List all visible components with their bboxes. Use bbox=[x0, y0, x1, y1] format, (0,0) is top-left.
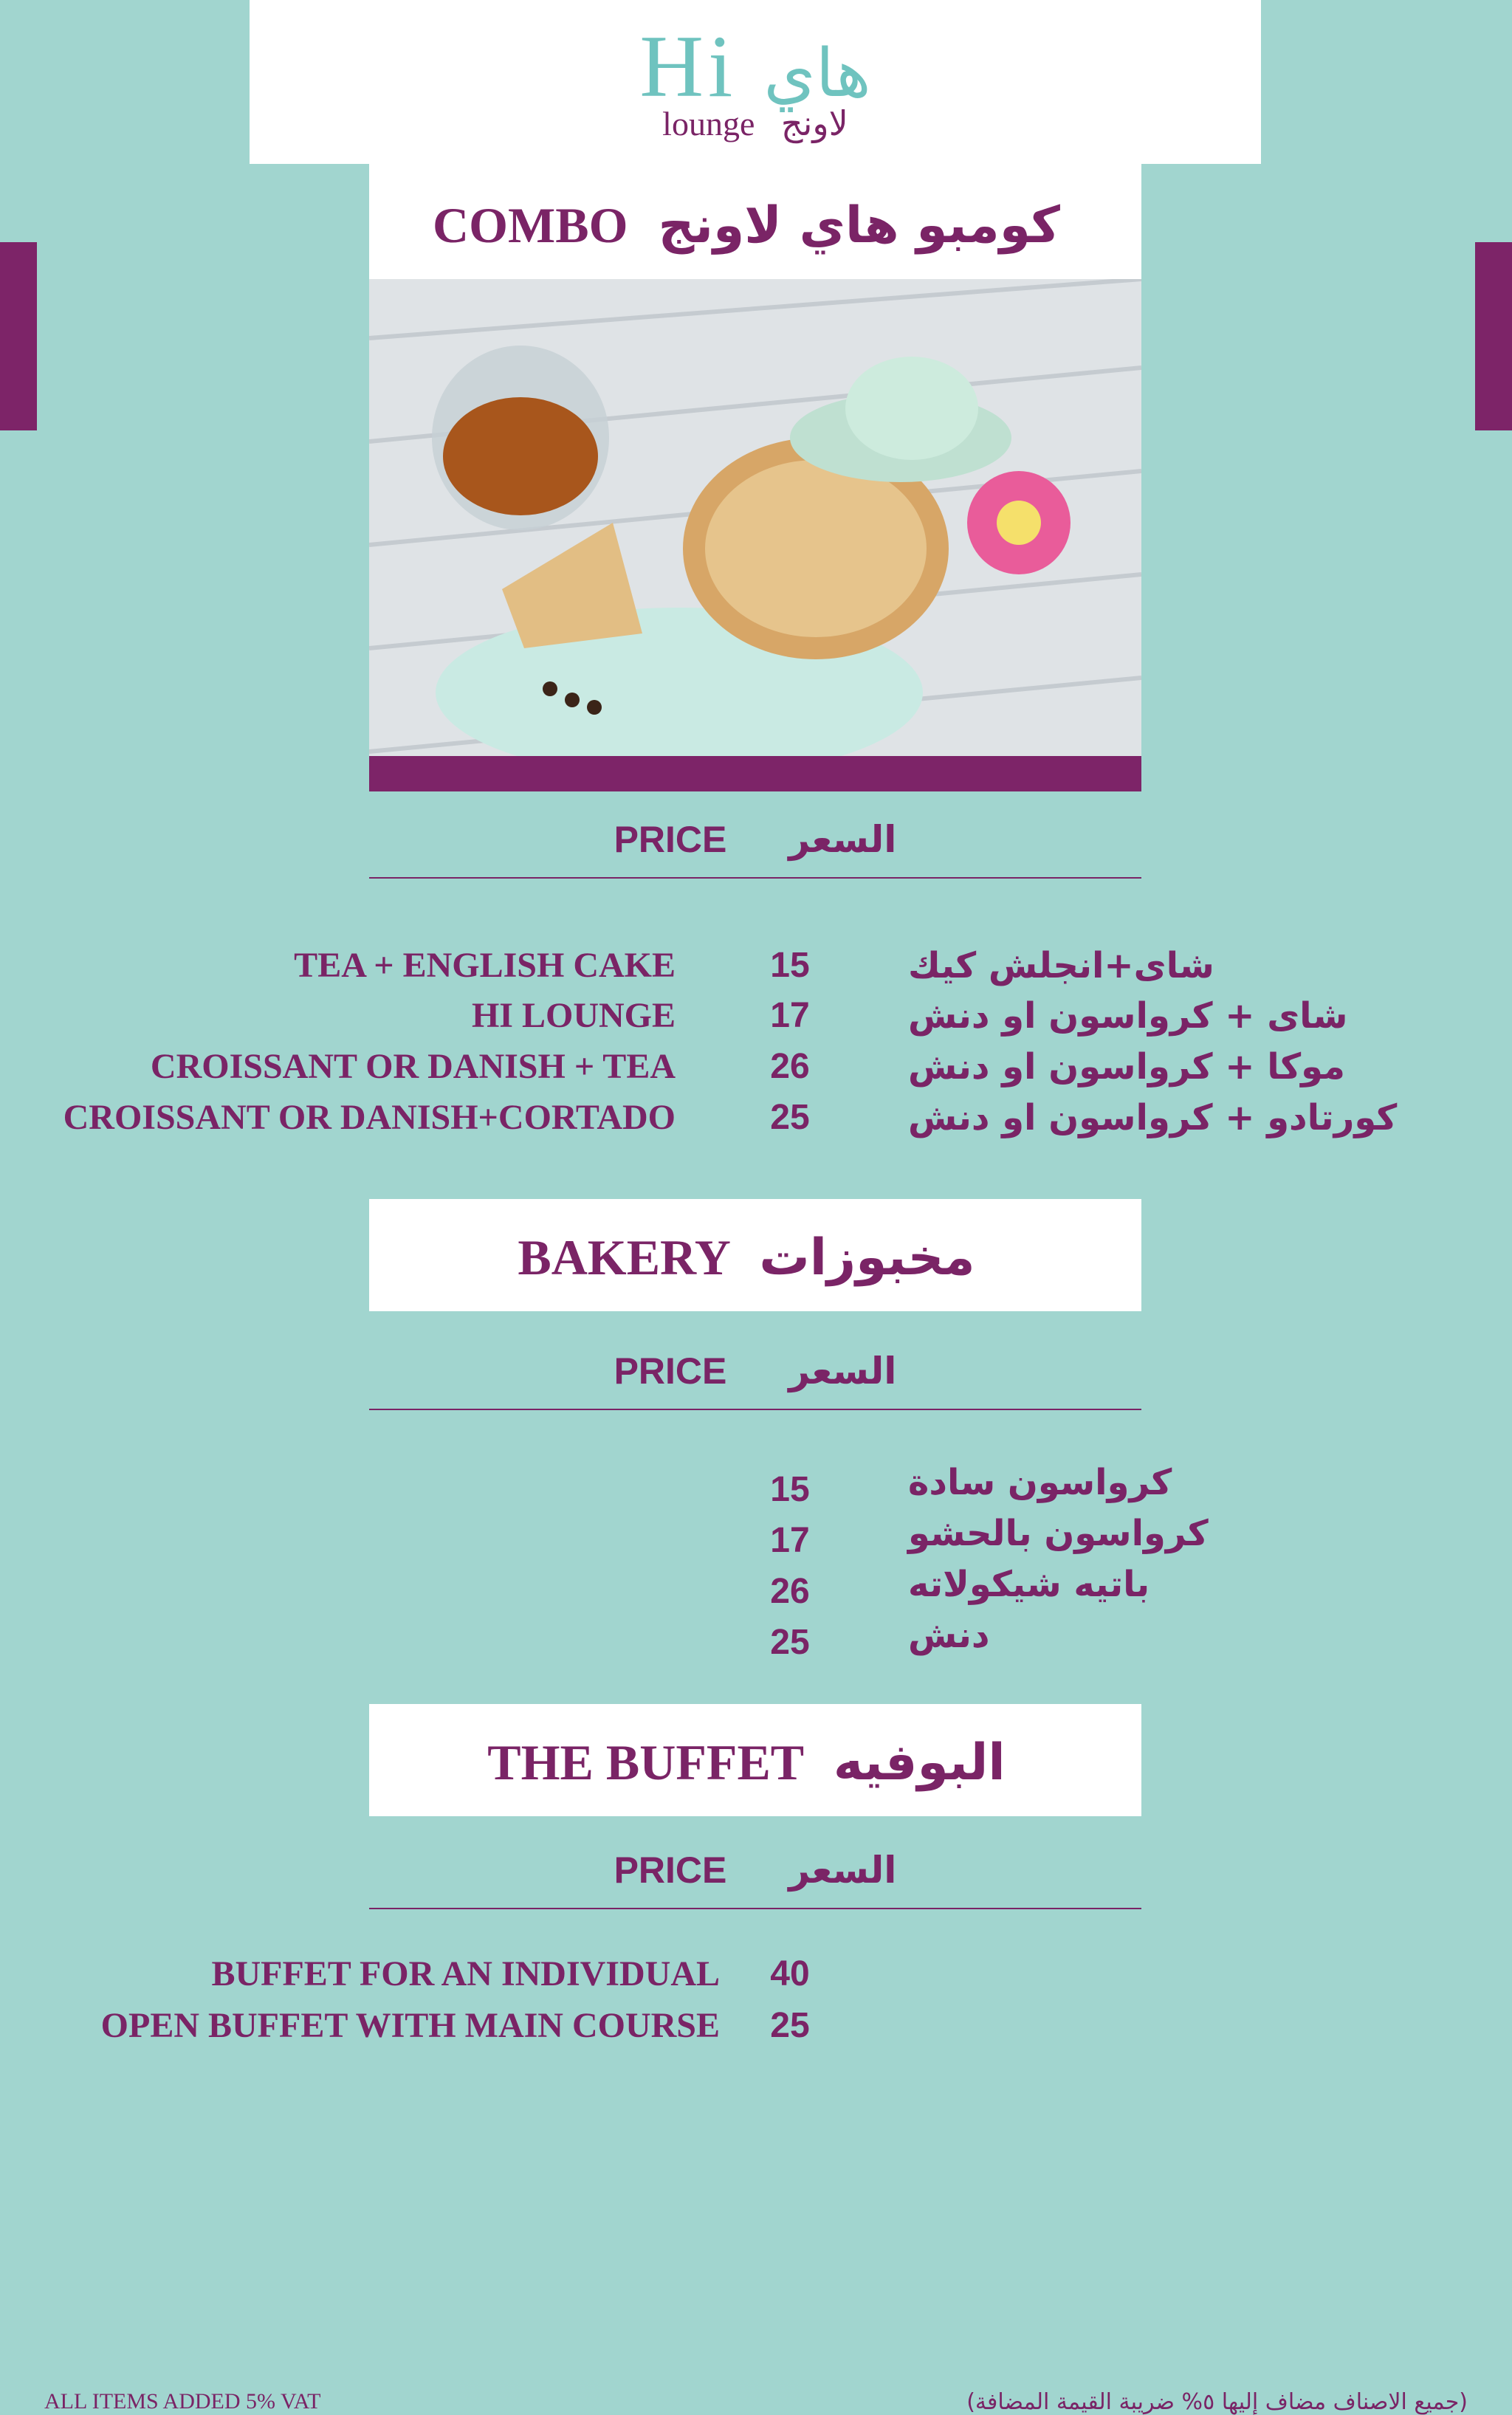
bakery-row bbox=[0, 1559, 1512, 1610]
combo-divider bbox=[369, 877, 1141, 879]
bakery-item-ar: دنش bbox=[908, 1615, 990, 1656]
combo-row bbox=[0, 1093, 1512, 1143]
right-accent-bar bbox=[1475, 242, 1512, 430]
combo-item-ar: كورتادو + كرواسون او دنش bbox=[908, 1097, 1398, 1138]
buffet-title bbox=[369, 1734, 1141, 1792]
bakery-title bbox=[369, 1229, 1141, 1287]
buffet-title-box bbox=[369, 1704, 1141, 1816]
combo-item-en: CROISSANT OR DANISH+CORTADO bbox=[63, 1098, 676, 1137]
bakery-row bbox=[0, 1508, 1512, 1559]
combo-row bbox=[0, 1042, 1512, 1092]
logo-brand-en: Hi bbox=[639, 17, 738, 115]
combo-title-ar: كومبو هاي لاونج bbox=[658, 196, 1060, 255]
buffet-item-price: 40 bbox=[770, 1954, 810, 1993]
bakery-price-en: PRICE bbox=[614, 1350, 727, 1392]
buffet-item-price: 25 bbox=[770, 2006, 810, 2045]
bakery-item-price: 26 bbox=[770, 1572, 810, 1611]
bakery-title-box bbox=[369, 1199, 1141, 1311]
buffet-title-ar: البوفيه bbox=[833, 1734, 1006, 1792]
combo-title bbox=[369, 196, 1141, 255]
bakery-item-price: 17 bbox=[770, 1521, 810, 1560]
bakery-item-ar: كرواسون بالحشو bbox=[908, 1513, 1209, 1554]
buffet-title-en: THE BUFFET bbox=[487, 1734, 803, 1790]
combo-item-price: 26 bbox=[770, 1047, 810, 1086]
tea-and-pie-image bbox=[369, 279, 1141, 756]
buffet-row bbox=[0, 1949, 1512, 1999]
left-accent-bar bbox=[0, 242, 37, 430]
combo-item-ar: شاى + كرواسون او دنش bbox=[908, 995, 1348, 1037]
combo-price-en: PRICE bbox=[614, 819, 727, 860]
combo-photo bbox=[369, 279, 1141, 756]
buffet-row bbox=[0, 2001, 1512, 2051]
combo-title-en: COMBO bbox=[433, 197, 628, 253]
bakery-row bbox=[0, 1457, 1512, 1508]
combo-item-price: 15 bbox=[770, 946, 810, 985]
bakery-price-ar: السعر bbox=[788, 1350, 897, 1392]
buffet-price-en: PRICE bbox=[614, 1849, 727, 1891]
logo-sub-en: lounge bbox=[662, 105, 755, 142]
bakery-price-header bbox=[369, 1350, 1141, 1392]
combo-item-price: 17 bbox=[770, 996, 810, 1035]
vat-note-ar: (جميع الاصناف مضاف إليها ٥% ضريبة القيمة المضافة) bbox=[966, 2389, 1468, 2415]
buffet-item-en: BUFFET FOR AN INDIVIDUAL bbox=[211, 1954, 720, 1993]
combo-row bbox=[0, 941, 1512, 991]
combo-item-ar: موكا + كرواسون او دنش bbox=[908, 1046, 1345, 1088]
bakery-title-ar: مخبوزات bbox=[759, 1229, 975, 1287]
combo-item-ar: شاى+انجلش كيك bbox=[908, 945, 1214, 986]
buffet-price-header bbox=[369, 1849, 1141, 1892]
bakery-item-ar: كرواسون سادة bbox=[908, 1462, 1172, 1503]
buffet-item-en: OPEN BUFFET WITH MAIN COURSE bbox=[100, 2006, 720, 2045]
bakery-title-en: BAKERY bbox=[518, 1229, 729, 1285]
combo-item-price: 25 bbox=[770, 1098, 810, 1137]
combo-row bbox=[0, 991, 1512, 1041]
bakery-item-price: 25 bbox=[770, 1623, 810, 1662]
logo-header bbox=[250, 0, 1261, 164]
bakery-item-ar: باتيه شيكولاته bbox=[908, 1564, 1150, 1605]
vat-note-en: ALL ITEMS ADDED 5% VAT bbox=[44, 2389, 321, 2414]
combo-title-box bbox=[369, 164, 1141, 279]
logo-sub-ar: لاونج bbox=[780, 103, 848, 143]
logo-brand-ar: هاي bbox=[763, 35, 871, 112]
combo-item-en: CROISSANT OR DANISH + TEA bbox=[150, 1047, 676, 1086]
combo-price-header bbox=[369, 818, 1141, 861]
buffet-price-ar: السعر bbox=[788, 1849, 897, 1892]
combo-item-en: TEA + ENGLISH CAKE bbox=[294, 946, 676, 985]
bakery-item-price: 15 bbox=[770, 1470, 810, 1509]
combo-item-en: HI LOUNGE bbox=[471, 996, 676, 1035]
photo-accent-strip bbox=[369, 756, 1141, 791]
bakery-divider bbox=[369, 1409, 1141, 1410]
buffet-divider bbox=[369, 1908, 1141, 1909]
logo-subtitle bbox=[250, 103, 1261, 143]
bakery-row bbox=[0, 1610, 1512, 1660]
combo-price-ar: السعر bbox=[788, 818, 897, 861]
